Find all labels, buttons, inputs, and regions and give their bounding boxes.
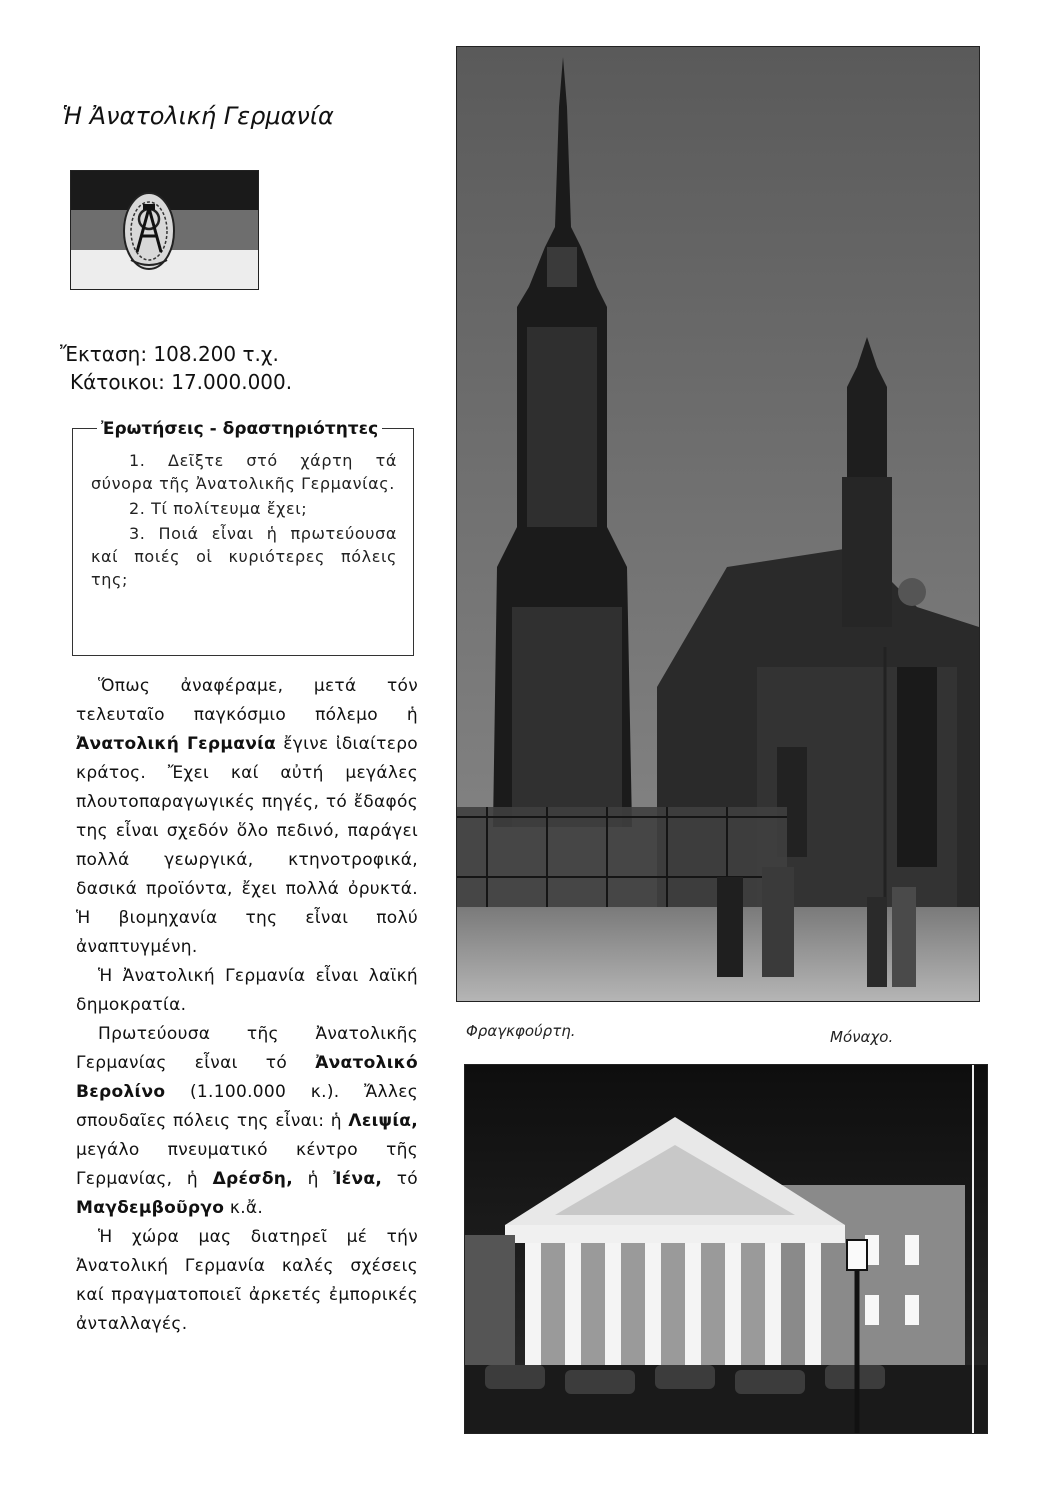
text-run: Πρωτεύουσα τῆς Ἀνατολικῆς Γερμανίας εἶναι τό bbox=[76, 1024, 418, 1073]
bold-term: Ἀνατολική Γερμανία bbox=[76, 734, 276, 754]
paragraph-1 bbox=[76, 672, 418, 962]
text-run: (1.100.000 κ.). Ἄλλες σπουδαῖες πόλεις της εἶναι: ἡ bbox=[76, 1082, 418, 1131]
text-run: ἔγινε ἰδιαίτερο κράτος. Ἔχει καί αὐτή μεγάλες πλουτοπαραγωγικές πηγές, τό ἔδαφός της εἶναι σχεδόν ὅλο πεδινό, παράγει πολλά γεωργικά, κτηνοτροφικά, δασικά προϊόντα, ἔχει πολλά ὀρυκτά. Ἡ βιομηχανία της εἶναι πολύ ἀναπτυγμένη. bbox=[76, 734, 418, 957]
bold-term: Λειψία, bbox=[348, 1111, 418, 1131]
question-item: 3. Ποιά εἶναι ἡ πρωτεύουσα καί ποιές οἱ κυριότερες πόλεις της; bbox=[91, 524, 397, 589]
questions-box bbox=[72, 419, 414, 656]
text-run: τό bbox=[382, 1169, 418, 1189]
paragraph-4: Ἡ χώρα μας διατηρεῖ μέ τήν Ἀνατολική Γερμανία καλές σχέσεις καί πραγματοποιεῖ ἀρκετές ἐμπορικές ἀνταλλαγές. bbox=[76, 1227, 418, 1334]
paragraph-3 bbox=[76, 1020, 418, 1223]
photo-theatre-night bbox=[464, 1064, 988, 1434]
country-facts bbox=[60, 340, 292, 396]
text-run: ἡ bbox=[292, 1169, 334, 1189]
body-text bbox=[76, 672, 418, 1339]
question-item: 1. Δεῖξτε στό χάρτη τά σύνορα τῆς Ἀνατολικῆς Γερμανίας. bbox=[91, 451, 397, 493]
bold-term: Μαγδεμβοῦργο bbox=[76, 1198, 225, 1218]
photo-fountain-church bbox=[456, 46, 980, 1002]
text-run: Ὅπως ἀναφέραμε, μετά τόν τελευταῖο παγκόσμιο πόλεμο ἡ bbox=[76, 676, 418, 725]
questions-title: Ἐρωτήσεις - δραστηριότητες bbox=[97, 418, 382, 441]
text-run: μεγάλο πνευματικό κέντρο τῆς Γερμανίας, ἡ bbox=[76, 1140, 418, 1189]
gdr-emblem-icon bbox=[121, 186, 177, 276]
question-item: 2. Τί πολίτευμα ἔχει; bbox=[129, 499, 308, 518]
population-fact: Κάτοικοι: 17.000.000. bbox=[70, 370, 293, 394]
paragraph-2: Ἡ Ἀνατολική Γερμανία εἶναι λαϊκή δημοκρατία. bbox=[76, 966, 418, 1015]
bold-term: Δρέσδη, bbox=[212, 1169, 293, 1189]
bold-term: Ἀνατολικό Βερολίνο bbox=[76, 1053, 418, 1102]
caption-right: Μόναχο. bbox=[830, 1028, 894, 1046]
bold-term: Ἰένα, bbox=[333, 1169, 383, 1189]
caption-left: Φραγκφούρτη. bbox=[466, 1022, 576, 1040]
text-run: κ.ἄ. bbox=[224, 1198, 264, 1218]
area-fact: Ἔκταση: 108.200 τ.χ. bbox=[60, 342, 279, 366]
page-title: Ἡ Ἀνατολική Γερμανία bbox=[62, 102, 334, 130]
east-germany-flag bbox=[70, 170, 259, 290]
